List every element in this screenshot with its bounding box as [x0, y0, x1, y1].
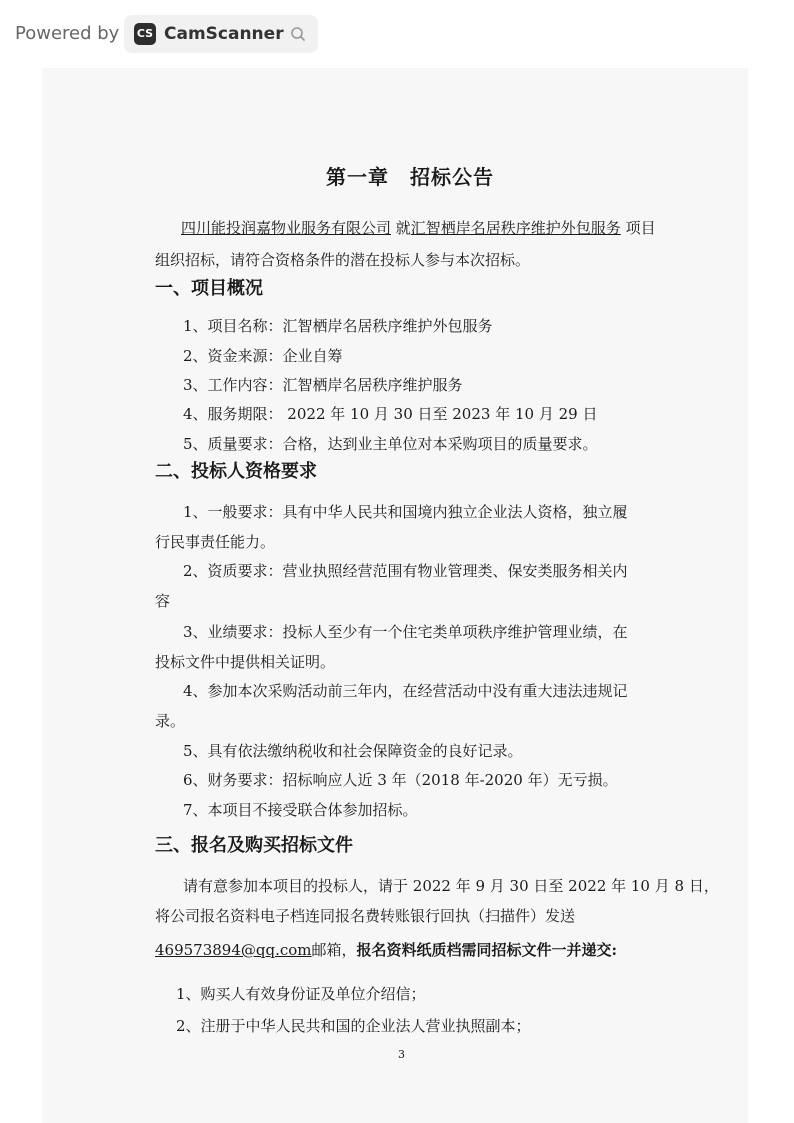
- mail-suffix: 邮箱，: [311, 941, 357, 959]
- section-1-item: 5、质量要求：合格，达到业主单位对本采购项目的质量要求。: [183, 435, 598, 453]
- camscanner-badge[interactable]: [124, 15, 318, 53]
- section-2-item: 录。: [155, 712, 186, 730]
- intro-mid: 就: [391, 219, 411, 237]
- intro-line-1: [181, 218, 656, 238]
- powered-by-label: Powered by: [15, 23, 120, 44]
- section-1-item: 4、服务期限： 2022 年 10 月 30 日至 2023 年 10 月 29 日: [183, 405, 598, 423]
- brand-name: CamScanner: [164, 24, 284, 44]
- section-3-email-line: [155, 940, 617, 960]
- section-3-heading: 三、报名及购买招标文件: [155, 835, 353, 856]
- section-3-para: 请有意参加本项目的投标人，请于 2022 年 9 月 30 日至 2022 年 10 月 8 日，: [183, 877, 719, 895]
- section-1-heading: 一、项目概况: [155, 278, 263, 299]
- page-number: 3: [398, 1048, 405, 1061]
- top-bar: [0, 0, 794, 68]
- section-1-item: 1、项目名称：汇智栖岸名居秩序维护外包服务: [183, 317, 493, 335]
- bold-note: 报名资料纸质档需同招标文件一并递交:: [356, 941, 618, 959]
- page-title: 第一章 招标公告: [326, 165, 494, 189]
- intro-line-2: 组织招标，请符合资格条件的潜在投标人参与本次招标。: [155, 251, 531, 269]
- section-1-item: 3、工作内容：汇智栖岸名居秩序维护服务: [183, 376, 463, 394]
- section-2-item: 容: [155, 592, 171, 610]
- section-1-item: 2、资金来源：企业自筹: [183, 347, 343, 365]
- camscanner-logo-icon: CS: [134, 23, 156, 45]
- section-2-item: 7、本项目不接受联合体参加招标。: [183, 801, 418, 819]
- section-3-item: 2、注册于中华人民共和国的企业法人营业执照副本；: [176, 1017, 531, 1035]
- intro-end: 项目: [620, 219, 656, 237]
- section-2-item: 行民事责任能力。: [155, 533, 276, 551]
- section-2-item: 5、具有依法缴纳税收和社会保障资金的良好记录。: [183, 742, 523, 760]
- section-2-item: 1、一般要求：具有中华人民共和国境内独立企业法人资格，独立履: [183, 503, 628, 521]
- service-name: 汇智栖岸名居秩序维护外包服务: [410, 219, 621, 237]
- section-2-item: 4、参加本次采购活动前三年内，在经营活动中没有重大违法违规记: [183, 682, 628, 700]
- section-2-heading: 二、投标人资格要求: [155, 461, 317, 482]
- company-name: 四川能投润嘉物业服务有限公司: [181, 219, 392, 237]
- email-link[interactable]: 469573894@qq.com: [155, 941, 312, 959]
- search-icon[interactable]: [290, 26, 306, 42]
- section-3-item: 1、购买人有效身份证及单位介绍信；: [176, 985, 426, 1003]
- section-3-para: 将公司报名资料电子档连同报名费转账银行回执（扫描件）发送: [155, 907, 576, 925]
- section-2-item: 投标文件中提供相关证明。: [155, 653, 336, 671]
- section-2-item: 6、财务要求：招标响应人近 3 年（2018 年-2020 年）无亏损。: [183, 771, 618, 789]
- section-2-item: 3、业绩要求：投标人至少有一个住宅类单项秩序维护管理业绩，在: [183, 623, 628, 641]
- section-2-item: 2、资质要求：营业执照经营范围有物业管理类、保安类服务相关内: [183, 562, 628, 580]
